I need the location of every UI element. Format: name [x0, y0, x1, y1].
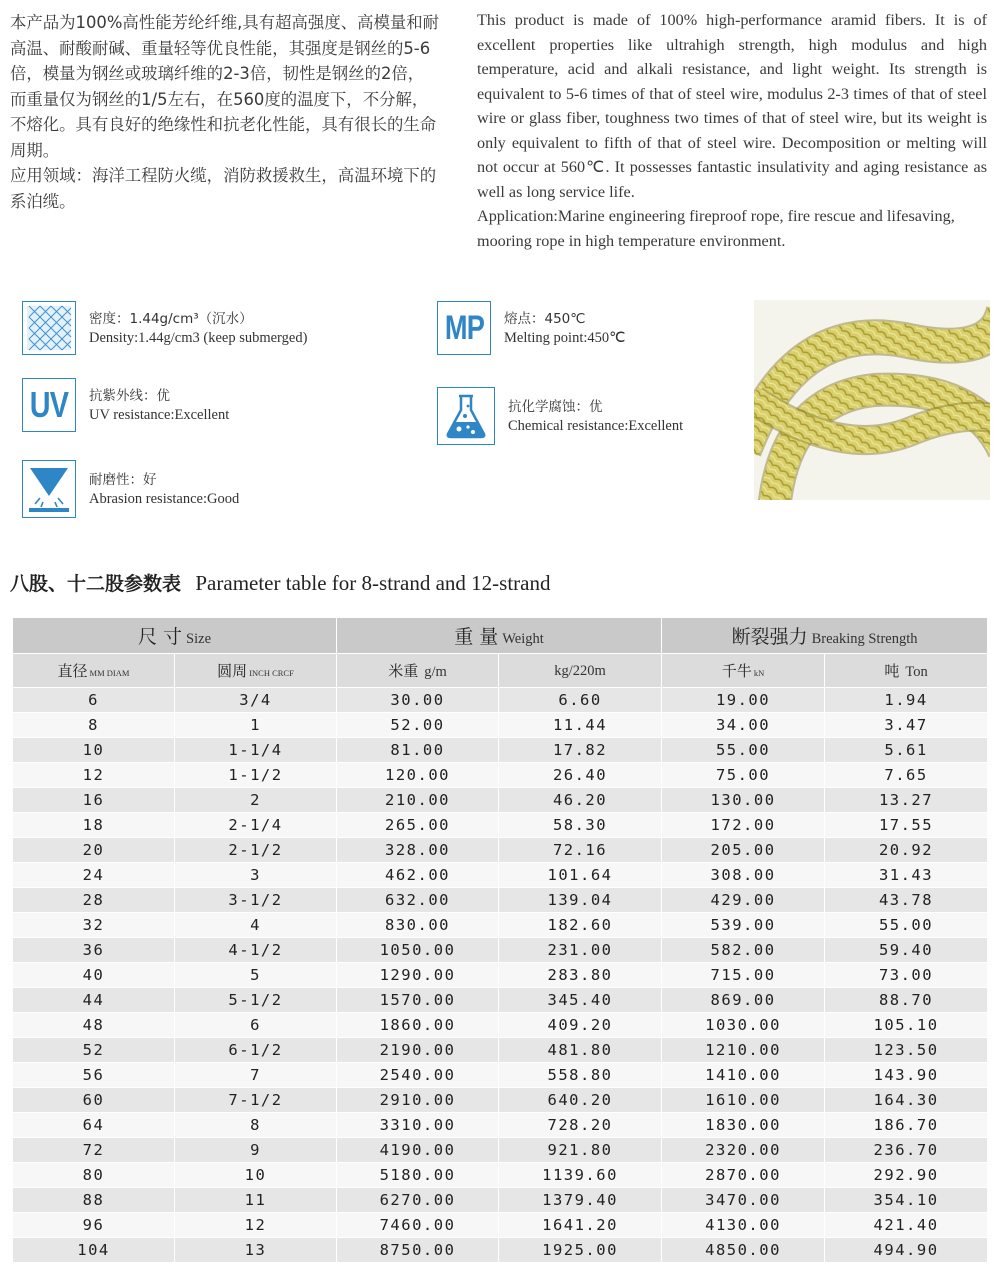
table-cell: 1641.20	[499, 1213, 662, 1238]
table-cell: 64	[13, 1113, 175, 1138]
table-cell: 1830.00	[662, 1113, 825, 1138]
property-chemical	[437, 387, 683, 445]
col-circumference-cn: 圆周	[217, 662, 248, 680]
table-cell: 46.20	[499, 788, 662, 813]
table-title-en: Parameter table for 8-strand and 12-strand	[195, 571, 551, 595]
density-mesh-icon	[22, 301, 76, 355]
table-cell: 73.00	[825, 963, 988, 988]
table-row	[13, 1188, 988, 1213]
col-kg220-en: kg/220m	[554, 663, 606, 679]
table-cell: 231.00	[499, 938, 662, 963]
table-cell: 1410.00	[662, 1063, 825, 1088]
group-strength-en: Breaking Strength	[811, 631, 918, 647]
table-cell: 494.90	[825, 1238, 988, 1263]
table-cell: 13.27	[825, 788, 988, 813]
table-cell: 143.90	[825, 1063, 988, 1088]
table-cell: 308.00	[662, 863, 825, 888]
table-cell: 1139.60	[499, 1163, 662, 1188]
table-row	[13, 963, 988, 988]
table-cell: 60	[13, 1088, 175, 1113]
table-cell: 1610.00	[662, 1088, 825, 1113]
col-gm-cn: 米重	[388, 662, 419, 680]
table-cell: 2910.00	[337, 1088, 499, 1113]
abrasion-label-en: Abrasion resistance:Good	[89, 491, 240, 507]
table-row	[13, 1113, 988, 1138]
table-row	[13, 913, 988, 938]
table-cell: 1-1/4	[175, 738, 337, 763]
table-cell: 105.10	[825, 1013, 988, 1038]
table-cell: 236.70	[825, 1138, 988, 1163]
table-cell: 52.00	[337, 713, 499, 738]
table-row	[13, 713, 988, 738]
table-cell: 1050.00	[337, 938, 499, 963]
table-cell: 2-1/4	[175, 813, 337, 838]
table-title	[10, 569, 551, 596]
table-row	[13, 688, 988, 713]
table-cell: 354.10	[825, 1188, 988, 1213]
table-cell: 101.64	[499, 863, 662, 888]
table-cell: 7460.00	[337, 1213, 499, 1238]
table-cell: 88.70	[825, 988, 988, 1013]
table-cell: 1290.00	[337, 963, 499, 988]
group-strength-cn: 断裂强力	[731, 626, 808, 648]
table-cell: 4-1/2	[175, 938, 337, 963]
table-cell: 210.00	[337, 788, 499, 813]
intro-cn-paragraph: 本产品为100%高性能芳纶纤维,具有超高强度、高模量和耐高温、耐酸耐碱、重量轻等优良性能，其强度是钢丝的5-6倍，模量为钢丝或玻璃纤维的2-3倍，韧性是钢丝的2倍，而重量仅为钢丝的1/5左右，在560度的温度下，不分解，不熔化。具有良好的绝缘性和抗老化性能，具有很长的生命周期。	[10, 13, 440, 160]
table-cell: 6.60	[499, 688, 662, 713]
table-cell: 130.00	[662, 788, 825, 813]
table-cell: 715.00	[662, 963, 825, 988]
table-row	[13, 863, 988, 888]
table-cell: 34.00	[662, 713, 825, 738]
table-cell: 12	[13, 763, 175, 788]
table-row	[13, 1138, 988, 1163]
table-cell: 96	[13, 1213, 175, 1238]
table-cell: 16	[13, 788, 175, 813]
table-cell: 2870.00	[662, 1163, 825, 1188]
melting-label-cn: 熔点：450℃	[504, 311, 586, 327]
table-cell: 182.60	[499, 913, 662, 938]
table-cell: 1-1/2	[175, 763, 337, 788]
table-cell: 5-1/2	[175, 988, 337, 1013]
table-cell: 7.65	[825, 763, 988, 788]
table-cell: 26.40	[499, 763, 662, 788]
abrasion-label-cn: 耐磨性：好	[89, 472, 157, 488]
property-density	[22, 301, 307, 355]
table-cell: 5180.00	[337, 1163, 499, 1188]
table-cell: 12	[175, 1213, 337, 1238]
col-ton-en: Ton	[905, 664, 928, 680]
table-cell: 72	[13, 1138, 175, 1163]
table-row	[13, 1163, 988, 1188]
table-cell: 55.00	[825, 913, 988, 938]
group-header-weight	[337, 618, 662, 654]
table-cell: 328.00	[337, 838, 499, 863]
table-row	[13, 938, 988, 963]
uv-icon-text: UV	[29, 384, 69, 425]
table-cell: 1925.00	[499, 1238, 662, 1263]
table-row	[13, 813, 988, 838]
table-cell: 75.00	[662, 763, 825, 788]
table-cell: 632.00	[337, 888, 499, 913]
table-cell: 104	[13, 1238, 175, 1263]
table-cell: 429.00	[662, 888, 825, 913]
table-cell: 17.82	[499, 738, 662, 763]
table-cell: 9	[175, 1138, 337, 1163]
table-cell: 6-1/2	[175, 1038, 337, 1063]
table-cell: 3470.00	[662, 1188, 825, 1213]
abrasion-icon	[22, 460, 76, 518]
table-cell: 18	[13, 813, 175, 838]
table-cell: 4850.00	[662, 1238, 825, 1263]
table-cell: 1570.00	[337, 988, 499, 1013]
density-label-en: Density:1.44g/cm3 (keep submerged)	[89, 330, 308, 346]
table-cell: 44	[13, 988, 175, 1013]
table-cell: 30.00	[337, 688, 499, 713]
table-cell: 409.20	[499, 1013, 662, 1038]
table-row	[13, 763, 988, 788]
table-cell: 13	[175, 1238, 337, 1263]
table-cell: 2320.00	[662, 1138, 825, 1163]
column-header-circumference	[175, 654, 337, 688]
table-cell: 292.90	[825, 1163, 988, 1188]
table-cell: 4130.00	[662, 1213, 825, 1238]
col-ton-cn: 吨	[884, 662, 900, 680]
property-abrasion	[22, 460, 239, 518]
table-cell: 19.00	[662, 688, 825, 713]
table-cell: 539.00	[662, 913, 825, 938]
table-group-header-row	[13, 618, 988, 654]
table-cell: 172.00	[662, 813, 825, 838]
table-cell: 43.78	[825, 888, 988, 913]
uv-label-cn: 抗紫外线：优	[89, 388, 170, 404]
melting-point-icon-text: MP	[444, 308, 484, 347]
table-cell: 164.30	[825, 1088, 988, 1113]
table-cell: 1210.00	[662, 1038, 825, 1063]
col-diameter-en: MM DIAM	[89, 668, 130, 678]
table-cell: 10	[175, 1163, 337, 1188]
table-body	[13, 688, 988, 1263]
table-cell: 1379.40	[499, 1188, 662, 1213]
col-kn-cn: 千牛	[721, 662, 752, 680]
table-cell: 80	[13, 1163, 175, 1188]
group-size-cn: 尺 寸	[138, 626, 183, 648]
table-row	[13, 888, 988, 913]
table-cell: 11	[175, 1188, 337, 1213]
table-cell: 8	[175, 1113, 337, 1138]
table-cell: 32	[13, 913, 175, 938]
table-cell: 8	[13, 713, 175, 738]
table-cell: 3/4	[175, 688, 337, 713]
intro-chinese	[10, 10, 440, 214]
table-row	[13, 788, 988, 813]
table-cell: 17.55	[825, 813, 988, 838]
chemical-label-cn: 抗化学腐蚀：优	[508, 399, 603, 415]
table-cell: 2540.00	[337, 1063, 499, 1088]
table-cell: 205.00	[662, 838, 825, 863]
table-cell: 1030.00	[662, 1013, 825, 1038]
table-cell: 28	[13, 888, 175, 913]
intro-english	[477, 8, 987, 253]
table-cell: 5.61	[825, 738, 988, 763]
table-cell: 1.94	[825, 688, 988, 713]
table-cell: 20.92	[825, 838, 988, 863]
table-cell: 59.40	[825, 938, 988, 963]
chemical-flask-icon	[437, 387, 495, 445]
col-kn-en: kN	[753, 668, 765, 678]
table-cell: 6270.00	[337, 1188, 499, 1213]
property-melting-point	[437, 301, 625, 355]
table-cell: 869.00	[662, 988, 825, 1013]
column-header-weight-per-meter	[337, 654, 499, 688]
group-weight-cn: 重 量	[454, 626, 499, 648]
intro-en-application: Application:Marine engineering fireproof rope, fire rescue and lifesaving, mooring rope in high temperature environment.	[477, 207, 955, 250]
table-row	[13, 738, 988, 763]
table-cell: 4	[175, 913, 337, 938]
table-cell: 5	[175, 963, 337, 988]
col-diameter-cn: 直径	[57, 662, 88, 680]
table-cell: 345.40	[499, 988, 662, 1013]
table-cell: 24	[13, 863, 175, 888]
table-cell: 2190.00	[337, 1038, 499, 1063]
table-cell: 3.47	[825, 713, 988, 738]
table-column-header-row	[13, 654, 988, 688]
table-cell: 55.00	[662, 738, 825, 763]
table-cell: 4190.00	[337, 1138, 499, 1163]
table-cell: 139.04	[499, 888, 662, 913]
uv-label-en: UV resistance:Excellent	[89, 407, 230, 423]
group-header-size	[13, 618, 337, 654]
melting-label-en: Melting point:450℃	[504, 330, 626, 346]
table-cell: 2	[175, 788, 337, 813]
column-header-ton	[825, 654, 988, 688]
intro-cn-application: 应用领域：海洋工程防火缆，消防救援救生，高温环境下的系泊缆。	[10, 166, 437, 211]
table-row	[13, 1013, 988, 1038]
table-cell: 36	[13, 938, 175, 963]
column-header-diameter	[13, 654, 175, 688]
table-cell: 1	[175, 713, 337, 738]
intro-en-paragraph: This product is made of 100% high-performance aramid fibers. It is of excellent properties like ultrahigh strength, high modulus and high temperature, acid and alkali resistance, and light weight. Its strength is equivalent to 5-6 times of that of steel wire, modulus 2-3 times of that of steel wire or glass fiber, toughness two times of that of steel wire, but its weight is only equivalent to fifth of that of steel wire. Decomposition or melting will not occur at 560℃. It possesses fantastic insulativity and aging resistance as well as long service life.	[477, 11, 987, 201]
table-cell: 728.20	[499, 1113, 662, 1138]
table-cell: 8750.00	[337, 1238, 499, 1263]
table-cell: 20	[13, 838, 175, 863]
table-cell: 40	[13, 963, 175, 988]
table-cell: 640.20	[499, 1088, 662, 1113]
chemical-label-en: Chemical resistance:Excellent	[508, 418, 684, 434]
table-cell: 2-1/2	[175, 838, 337, 863]
table-cell: 48	[13, 1013, 175, 1038]
table-cell: 31.43	[825, 863, 988, 888]
table-cell: 81.00	[337, 738, 499, 763]
melting-point-icon	[437, 301, 491, 355]
table-cell: 120.00	[337, 763, 499, 788]
column-header-kilonewton	[662, 654, 825, 688]
table-cell: 7	[175, 1063, 337, 1088]
table-cell: 10	[13, 738, 175, 763]
parameter-table	[12, 617, 988, 1263]
property-uv	[22, 378, 229, 432]
table-cell: 3310.00	[337, 1113, 499, 1138]
table-title-cn: 八股、十二股参数表	[10, 573, 182, 595]
rope-photo	[754, 300, 990, 500]
table-cell: 558.80	[499, 1063, 662, 1088]
table-cell: 582.00	[662, 938, 825, 963]
table-cell: 1860.00	[337, 1013, 499, 1038]
table-cell: 88	[13, 1188, 175, 1213]
table-cell: 58.30	[499, 813, 662, 838]
group-weight-en: Weight	[502, 631, 544, 647]
table-row	[13, 988, 988, 1013]
table-cell: 265.00	[337, 813, 499, 838]
table-cell: 6	[13, 688, 175, 713]
table-cell: 123.50	[825, 1038, 988, 1063]
table-cell: 72.16	[499, 838, 662, 863]
table-cell: 186.70	[825, 1113, 988, 1138]
col-circumference-en: INCH CRCF	[249, 668, 294, 678]
table-cell: 6	[175, 1013, 337, 1038]
table-row	[13, 1213, 988, 1238]
table-cell: 7-1/2	[175, 1088, 337, 1113]
group-size-en: Size	[186, 631, 212, 647]
col-gm-en: g/m	[424, 664, 447, 680]
table-row	[13, 1088, 988, 1113]
group-header-breaking-strength	[662, 618, 988, 654]
table-row	[13, 1038, 988, 1063]
table-cell: 921.80	[499, 1138, 662, 1163]
table-cell: 283.80	[499, 963, 662, 988]
table-cell: 56	[13, 1063, 175, 1088]
table-cell: 830.00	[337, 913, 499, 938]
column-header-kg-per-220m	[499, 654, 662, 688]
uv-icon	[22, 378, 76, 432]
density-label-cn: 密度：1.44g/cm³（沉水）	[89, 311, 253, 327]
table-cell: 11.44	[499, 713, 662, 738]
table-cell: 52	[13, 1038, 175, 1063]
table-cell: 3	[175, 863, 337, 888]
table-cell: 481.80	[499, 1038, 662, 1063]
table-cell: 3-1/2	[175, 888, 337, 913]
table-cell: 462.00	[337, 863, 499, 888]
table-row	[13, 1063, 988, 1088]
table-row	[13, 838, 988, 863]
table-cell: 421.40	[825, 1213, 988, 1238]
table-row	[13, 1238, 988, 1263]
